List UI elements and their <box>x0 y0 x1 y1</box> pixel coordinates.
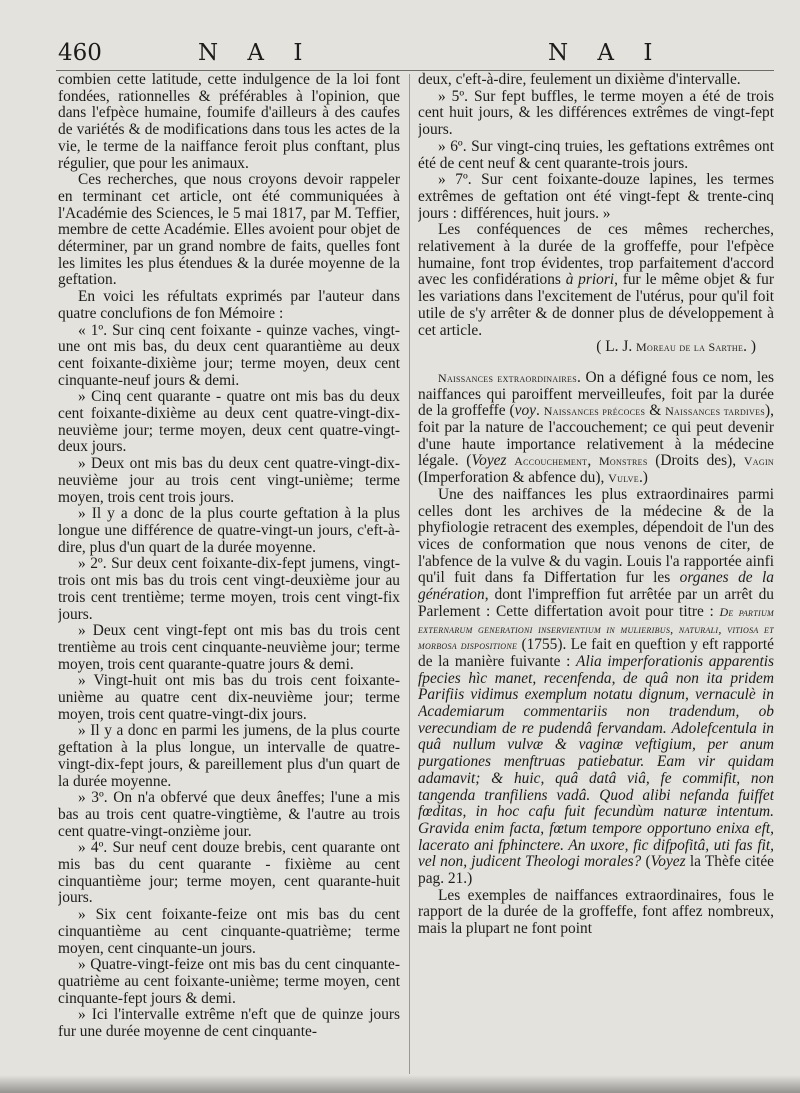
left-column <box>58 72 400 1082</box>
dissertation-title: De partium externarum generationi inservientium in mulieribus, naturali, vitiosa et morbosa dispositione <box>418 604 774 653</box>
text-run: & <box>645 402 666 420</box>
text-run: (Droits des), <box>647 452 744 470</box>
paragraph: » Il y a donc en parmi les jumens, de la plus courte geftation à la plus longue, un intervalle de quatre-vingt-dix-fept jours, & pareillement plus d'un quart de la durée moyenne. <box>58 722 400 790</box>
column-divider <box>409 74 410 1074</box>
paragraph: » Il y a donc de la plus courte geftation à la plus longue une différence de quatre-vingt-un jours, c'eft-à-dire, plus d'un quart de la durée moyenne. <box>58 505 400 556</box>
page-edge-shadow <box>0 1075 800 1093</box>
paragraph: » 7º. Sur cent foixante-douze lapines, les termes extrêmes de geftation ont été vingt-fept & trente-cinq jours : différences, huit jours. » <box>418 171 774 222</box>
text-run: (1755). Le fait en queftion y eft rapporté de la manière fuivante : <box>418 636 774 670</box>
paragraph: » Deux ont mis bas du deux cent quatre-vingt-dix-neuvième jour au trois cent vingt-unième; terme moyen, trois cent trois jours. <box>58 455 400 506</box>
cross-ref: Voyez <box>650 853 686 871</box>
text-run: (Imperforation & abfence du), <box>418 469 609 487</box>
author-signature <box>418 339 774 356</box>
text-run: Les conféquences de ces mêmes recherches, relativement à la durée de la groffeffe, pour l'efpèce humaine, font trop évidentes, trop parfaitement d'accord avec les confidérations <box>418 221 774 289</box>
paragraph: « 1º. Sur cinq cent foixante - quinze vaches, vingt-une ont mis bas, du deux cent quarantième au deux cent foixante-dixième jour; terme moyen, deux cent cinquante-neuf jours & demi. <box>58 321 400 389</box>
running-head-left: N A I <box>198 40 314 66</box>
cross-ref: Naissances précoces <box>543 404 646 419</box>
paragraph: Les exemples de naiffances extraordinaires, fous le rapport de la durée de la groffeffe, font affez nombreux, mais la plupart ne font point <box>418 886 774 938</box>
paragraph: » 2º. Sur deux cent foixante-dix-fept jumens, vingt-trois ont mis bas du trois cent vingt-deuxième jour au trois cent trentième; terme moyen, trois cent vingt-fix jours. <box>58 555 400 623</box>
text-run: , fur le même objet & fur les variations dans l'excitement de l'utérus, pour qu'il foit utile de s'y arrêter & de donner plus de développement à cet article. <box>418 271 774 339</box>
cross-ref: Vulve <box>608 471 639 486</box>
paragraph <box>418 487 774 888</box>
paragraph: » Cinq cent quarante - quatre ont mis bas du deux cent foixante-dixième au deux cent quatre-vingt-dix-neuvième jour; terme moyen, deux cent quatre-vingt-deux jours. <box>58 388 400 456</box>
text-run: . <box>536 402 544 420</box>
paragraph: » 3º. On n'a obfervé que deux âneffes; l'une a mis bas au trois cent quatre-vingtième, & l'autre au trois cent quatre-vingt-onzième jour. <box>58 789 400 840</box>
right-column <box>418 72 774 1082</box>
paragraph: En voici les réfultats exprimés par l'auteur dans quatre conclufions de fon Mémoire : <box>58 288 400 322</box>
cross-ref: Naissances tardives <box>665 404 766 419</box>
paragraph: combien cette latitude, cette indulgence de la loi font fondées, rationnelles & préférables à l'opinion, que dans l'efpèce humaine, foumife d'ailleurs à des caufes de variétés & de modifications dans tous les actes de la vie, le terme de la naiffance feroit plus conftant, plus régulier, que pour les animaux. <box>58 72 400 172</box>
page-number: 460 <box>58 40 102 66</box>
italic-phrase: à priori <box>565 271 615 289</box>
paragraph <box>418 222 774 339</box>
text-run: Une des naiffances les plus extraordinaires parmi celles dont les archives de la médecine & de la phyfiologie retracent des exemples, dépendoit de l'un des vices de conformation que nous venons de citer, de l'abfence de la vulve & du vagin. Louis l'a rapportée ainfi qu'il fuit dans fa Differtation fur les <box>418 485 774 587</box>
paragraph: » 4º. Sur neuf cent douze brebis, cent quarante ont mis bas du cent quarante - fixième au cent cinquantième jour; terme moyen, cent quarante-huit jours. <box>58 839 400 907</box>
latin-quote: Alia imperforationis apparentis fpecies hìc manet, recenfenda, de quâ non ita pridem Parifiis vidimus exemplum notatu dignum, vernaculè in Academiarum commentariis non tradendum, ob verecundiam de re pudendâ fervandam. Adolefcentula in quâ nullum vulvæ & vaginæ veftigium, per anum purgationes menftruas patiebatur. Eam vir quidam adamavit; & huic, quâ datâ viâ, fe commifit, non tangenda tranfiliens vadâ. Quod alibi nefanda fuiffet fœditas, in hoc cafu fuit fecundùm naturæ intentum. Gravida enim facta, fœtum tempore opportuno enixa eft, lacerato ani fphinctere. An uxore, fic difpofitâ, uti fas fit, vel non, judicent Theologi morales? <box>418 652 774 871</box>
paragraph: » Vingt-huit ont mis bas du trois cent foixante-unième au quatre cent dix-neuvième jour; terme moyen, trois cent quatre-vingt-dix jours. <box>58 672 400 723</box>
paragraph: deux, c'eft-à-dire, feulement un dixième d'intervalle. <box>418 72 741 88</box>
header-rule <box>56 70 774 71</box>
entry-heading: Naissances extraordinaires <box>438 370 577 385</box>
cross-ref: Accouchement <box>514 454 588 469</box>
text-run: .) <box>638 469 648 487</box>
text-run: , <box>587 452 599 470</box>
paragraph: Ces recherches, que nous croyons devoir rappeler en terminant cet article, ont été communiquées à l'Académie des Sciences, le 5 mai 1817, par M. Teffier, membre de cette Académie. Elles avoient pour objet de déterminer, par un grand nombre de faits, quelles font les limites les plus étendues & la durée moyenne de la geftation. <box>58 171 400 289</box>
cross-ref: Vagin <box>743 454 774 469</box>
text-run: , dont l'impreffion fut arrêtée par un arrêt du Parlement : Cette differtation avoit pour titre : <box>418 586 774 620</box>
paragraph: » 5º. Sur fept buffles, le terme moyen a été de trois cent huit jours, & les différences extrêmes de vingt-fept jours. <box>418 87 774 139</box>
text-run: . ) <box>743 338 756 356</box>
paragraph: » Six cent foixante-feize ont mis bas du cent cinquantième au cent cinquante-quatrième; terme moyen, cent cinquante-un jours. <box>58 906 400 957</box>
paragraph: » Deux cent vingt-fept ont mis bas du trois cent trentième au trois cent cinquante-neuvième jour; terme moyen, trois cent quarante-quatre jours & demi. <box>58 622 400 673</box>
text-run: ( <box>641 853 651 871</box>
text-run: . On a défigné fous ce nom, les naiffances qui paroiffent merveilleufes, foit par la durée de la groffeffe ( <box>418 368 774 420</box>
paragraph: » Quatre-vingt-feize ont mis bas du cent cinquante-quatrième au cent foixante-unième; terme moyen, cent cinquante-fept jours & demi. <box>58 956 400 1007</box>
italic-phrase: organes de la génération <box>418 569 774 604</box>
text-run: ( L. J. <box>596 338 637 356</box>
cross-ref: voy <box>514 402 537 420</box>
paragraph: » Ici l'intervalle extrême n'eft que de quinze jours fur une durée moyenne de cent cinquante- <box>58 1006 400 1041</box>
text-run: ), foit par la nature de l'accouchement; ce qui peut devenir d'une haute importance relativement à la médecine légale. ( <box>418 402 774 470</box>
author-name: Moreau de la Sarthe <box>636 340 744 355</box>
paragraph: » 6º. Sur vingt-cinq truies, les geftations extrêmes ont été de cent neuf & cent quarante-trois jours. <box>418 137 774 172</box>
entry-paragraph <box>418 370 774 487</box>
running-head-right: N A I <box>548 40 664 66</box>
text-run: la Thèfe citée pag. 21.) <box>418 853 774 888</box>
cross-ref: Monstres <box>598 454 648 469</box>
cross-ref: Voyez <box>471 452 507 470</box>
